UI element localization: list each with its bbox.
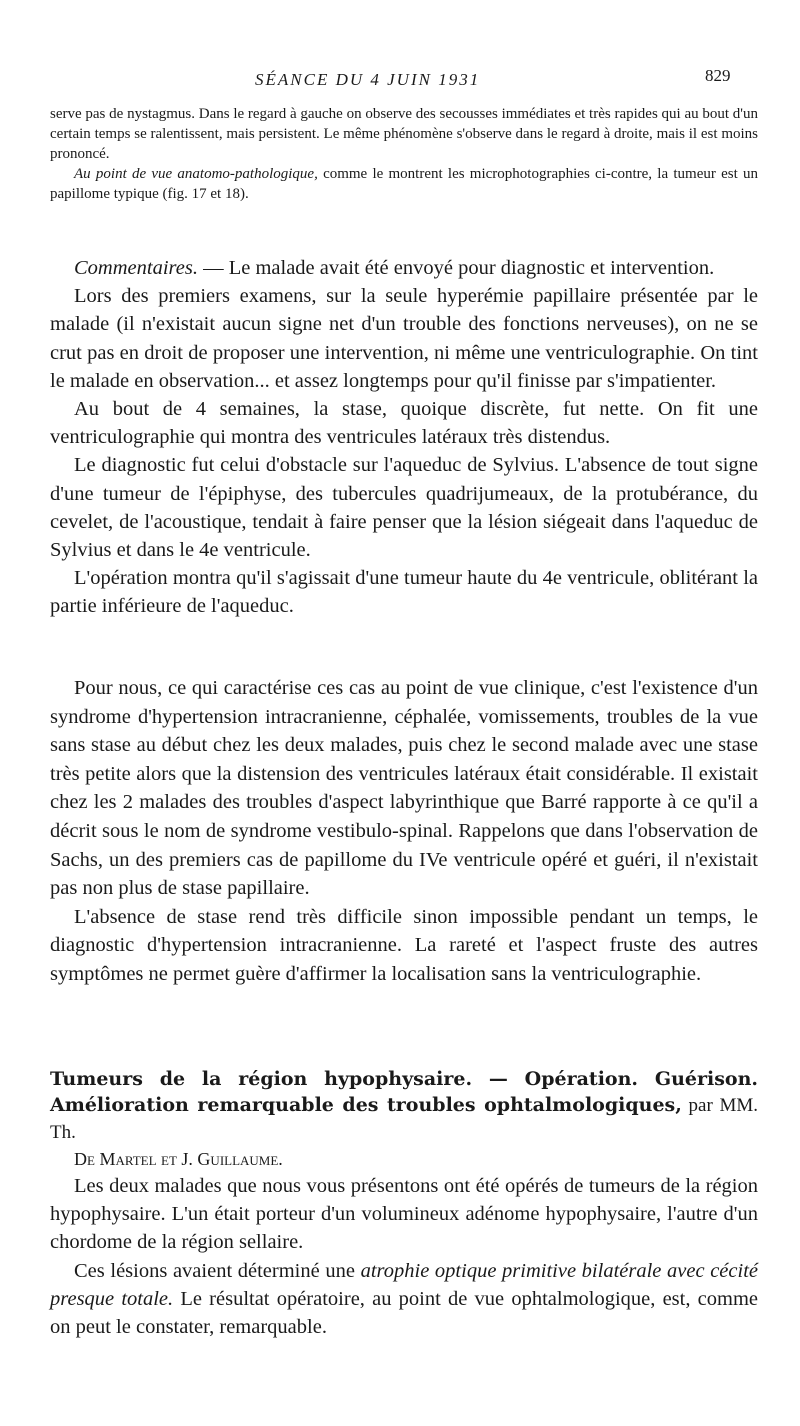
page-number: 829 [705, 66, 731, 85]
commentaires-section [50, 254, 758, 621]
running-title: SÉANCE DU 4 JUIN 1931 [255, 70, 481, 89]
paragraph: Le diagnostic fut celui d'obstacle sur l'aqueduc de Sylvius. L'absence de tout signe d'une tumeur de l'épiphyse, des tubercules quadrijumeaux, de la protubérance, du cevelet, de l'acoustique, tendait à faire penser que la lésion siégeait dans l'aqueduc de Sylvius et dans le 4e ventricule. [50, 454, 758, 562]
observation-end [50, 104, 758, 204]
text-run: Ces lésions avaient déterminé une [74, 1259, 361, 1282]
italic-run: Au point de vue anatomo-pathologique, [74, 166, 318, 182]
hypophysis-section [50, 1172, 758, 1341]
paragraph: L'opération montra qu'il s'agissait d'une tumeur haute du 4e ventricule, oblitérant la partie inférieure de l'aqueduc. [50, 567, 758, 618]
paragraph: Pour nous, ce qui caractérise ces cas au point de vue clinique, c'est l'existence d'un syndrome d'hypertension intracranienne, céphalée, vomissements, troubles de la vue sans stase au début chez les deux malades, puis chez le second malade avec une stase très petite alors que la distension des ventricules latéraux était considérable. Il existait chez les 2 malades des troubles d'aspect labyrinthique que Barré rapporte à ce qu'il a décrit sous le nom de syndrome vestibulo-spinal. Rappelons que dans l'observation de Sachs, un des premiers cas de papillome du IVe ventricule opéré et guéri, il n'existait pas non plus de stase papillaire. [50, 677, 758, 900]
section-authors: De Martel et J. Guillaume. [74, 1149, 283, 1169]
text-run: comme le montrent les microphotographies ci-contre, la tumeur est un papillome typique (fig. 17 et 18). [50, 166, 758, 202]
section-heading [50, 1066, 758, 1172]
italic-run: atrophie optique primitive bilatérale avec cécité presque totale. [50, 1259, 758, 1310]
text-run: — Le malade avait été envoyé pour diagnostic et intervention. [197, 257, 715, 279]
commentaires-label: Commentaires. [74, 257, 198, 279]
paragraph: Les deux malades que nous vous présentons ont été opérés de tumeurs de la région hypophysaire. L'un était porteur d'un volumineux adénome hypophysaire, l'autre d'un chordome de la région sellaire. [50, 1175, 758, 1254]
section-title [50, 1066, 758, 1146]
paragraph [50, 164, 758, 204]
paragraph [50, 254, 758, 282]
paragraph: L'absence de stase rend très difficile sinon impossible pendant un temps, le diagnostic d'hypertension intracranienne. La rareté et l'aspect fruste des autres symptômes ne permet guère d'affirmer la localisation sans la ventriculographie. [50, 905, 758, 985]
paragraph: Au bout de 4 semaines, la stase, quoique discrète, fut nette. On fit une ventriculographie qui montra des ventricules latéraux très distendus. [50, 398, 758, 449]
running-head [0, 66, 800, 94]
paragraph: Lors des premiers examens, sur la seule hyperémie papillaire présentée par le malade (il n'existait aucun signe net d'un trouble des fonctions nerveuses), on ne se crut pas en droit de proposer une intervention, ni même une ventriculographie. On tint le malade en observation... et assez longtemps pour qu'il finisse par s'impatienter. [50, 285, 758, 392]
paragraph [50, 1257, 758, 1342]
discussion-section [50, 674, 758, 989]
section-title-bold: Tumeurs de la région hypophysaire. — Opération. Guérison. Amélioration remarquable des troubles ophtalmologiques, [50, 1068, 758, 1116]
paragraph: serve pas de nystagmus. Dans le regard à gauche on observe des secousses immédiates et très rapides qui au bout d'un certain temps se ralentissent, mais persistent. Le même phénomène s'observe dans le regard à droite, mais il est moins prononcé. [50, 106, 758, 162]
text-run: Le résultat opératoire, au point de vue ophtalmologique, est, comme on peut le constater, remarquable. [50, 1287, 759, 1339]
section-title-by: par MM. Th. [50, 1095, 758, 1143]
